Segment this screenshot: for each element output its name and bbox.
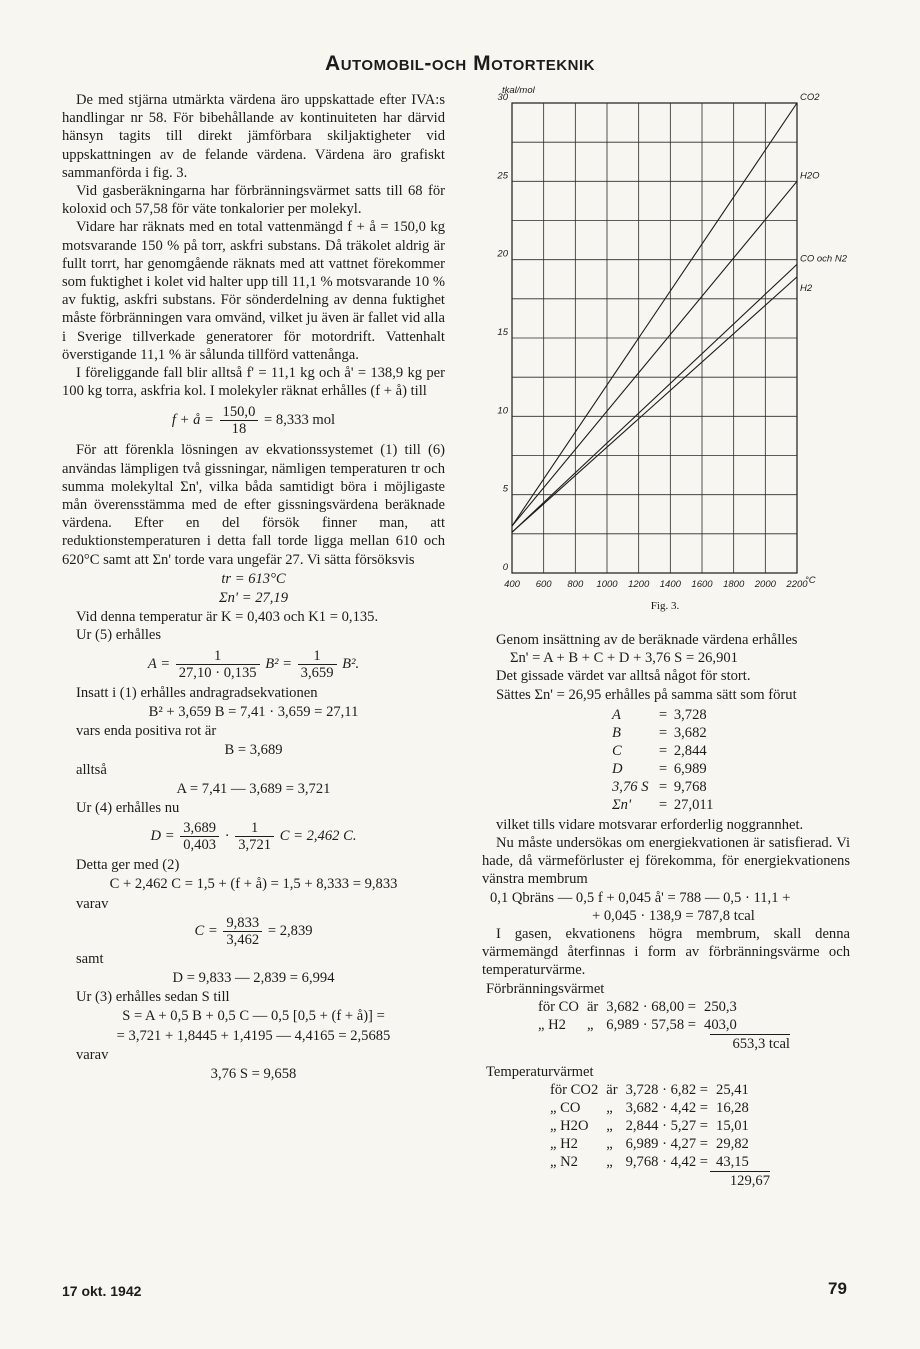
equation: B = 3,689	[224, 742, 283, 759]
x-tick-label: 2000	[754, 579, 776, 590]
y-tick-label: 5	[502, 483, 508, 495]
paragraph: De med stjärna utmärkta värdena äro uppskattade efter IVA:s handlingar nr 58. För bibehållande av kontinuiteten har därvid hänsyn tagits till direkt jämförbara skiljaktigheter vid uppskattningen av de felande värdena. Värdena äro grafiskt sammanförda i fig. 3.	[62, 92, 445, 181]
x-tick-label: 2200	[786, 579, 808, 590]
table-cell: 3,728 · 6,82 =	[625, 1082, 709, 1099]
table-row	[534, 998, 741, 1016]
table-cell: 43,15	[716, 1154, 749, 1171]
paragraph: Nu måste undersökas om energiekvationen är satisfierad. Vi hade, då värmeförluster ej förekomma, för energiekvationens vänstra membrum	[482, 835, 850, 888]
result-table	[612, 706, 719, 814]
right-column	[482, 631, 850, 1190]
table-cell: „	[606, 1154, 613, 1171]
equation: 3,76 S = 9,658	[210, 1065, 297, 1082]
table-cell: är	[606, 1082, 618, 1099]
fraction: $\frac{3,689}{0,403}$	[180, 820, 219, 853]
issue-date: 17 okt. 1942	[62, 1283, 142, 1299]
equation: C + 2,462 C = 1,5 + (f + å) = 1,5 + 8,333 = 9,833	[109, 876, 398, 893]
paragraph: Ur (4) erhålles nu	[76, 799, 180, 816]
table-cell: 403,0	[704, 1016, 737, 1033]
table-row	[546, 1081, 753, 1099]
table-cell: 250,3	[704, 998, 737, 1015]
table-cell: 2,844	[673, 742, 707, 759]
table-row	[546, 1153, 753, 1171]
paragraph: Vid denna temperatur är K = 0,403 och K1 = 0,135.	[76, 609, 379, 626]
table-cell: =	[658, 796, 668, 813]
table-cell: för CO2	[550, 1082, 599, 1099]
table-cell: 6,989 · 57,58 =	[606, 1016, 697, 1033]
paragraph: Det gissade värdet var alltså något för stort.	[496, 668, 751, 685]
equation: Σn' = 27,19	[218, 590, 289, 607]
table-cell: 29,82	[716, 1136, 749, 1153]
table-cell: =	[658, 778, 668, 795]
fraction: $\frac{9,833}{3,462}$	[223, 915, 262, 948]
x-tick-label: 800	[567, 579, 584, 590]
table-row	[534, 1016, 741, 1034]
equation: + 0,045 · 138,9 = 787,8 tcal	[592, 907, 755, 924]
equation: f + å = $\frac{150,0}{18}$ = 8,333 mol	[171, 404, 336, 438]
fraction: $\frac{150,0}{18}$	[220, 404, 259, 437]
x-tick-label: 1000	[596, 579, 618, 590]
table-cell: „ N2	[550, 1154, 578, 1171]
chart-svg	[475, 78, 855, 598]
paragraph: samt	[76, 950, 104, 967]
x-axis-unit: °C	[805, 575, 816, 586]
paragraph: alltså	[76, 761, 107, 778]
paragraph: Vid gasberäkningarna har förbränningsvärmet satts till 68 för koloxid och 57,58 för väte tonkalorier per molekyl.	[62, 183, 445, 218]
table-cell: är	[586, 998, 599, 1015]
table-cell: „ H2	[538, 1016, 566, 1033]
equation: = 3,721 + 1,8445 + 1,4195 — 4,4165 = 2,5685	[116, 1027, 391, 1044]
heat-title: Förbränningsvärmet	[486, 980, 605, 997]
equation: B² + 3,659 B = 7,41 · 3,659 = 27,11	[148, 703, 359, 720]
table-cell: „	[606, 1100, 613, 1117]
equation: S = A + 0,5 B + 0,5 C — 0,5 [0,5 + (f + å)] =	[122, 1008, 385, 1025]
table-cell: =	[658, 724, 668, 741]
table-row	[612, 760, 719, 778]
table-cell: „	[586, 1016, 594, 1033]
y-tick-label: 15	[497, 327, 508, 338]
table-cell: 27,011	[673, 796, 714, 813]
temp-total: 129,67	[710, 1171, 770, 1190]
table-cell: Σn'	[612, 796, 632, 813]
y-tick-label: 25	[497, 170, 508, 182]
x-tick-label: 1800	[723, 579, 745, 590]
equation: D = 9,833 — 2,839 = 6,994	[172, 969, 335, 986]
paragraph: varav	[76, 1046, 109, 1063]
figure-caption: Fig. 3.	[650, 600, 680, 612]
table-cell: 3,76 S	[612, 778, 649, 795]
table-row	[546, 1099, 753, 1117]
equation: A = $\frac{1}{27,10 \cdot 0,135}$ B² = $\frac{1}{3,659}$ B².	[147, 647, 360, 681]
paragraph: Vidare har räknats med en total vattenmängd f + å = 150,0 kg motsvarande 150 % på torr, askfri substans. Då träkolet aldrig är fullt torrt, har genomgående räknats med att vattnet förekommer som fuktighet i kolet vid halter upp till 11,1 % motsvarande 10 % av fuktig, askfri substans. För sönderdelning av denna fuktighet måste förbränningen vara omvänd, vilket ju även är fallet vid alla i Sverige tillverkade generatorer för motordrift. Vattenhalt överstigande 11,1 % är sålunda tillförd vattenånga.	[62, 219, 445, 363]
table-cell: „	[606, 1118, 613, 1135]
table-row	[612, 724, 719, 742]
table-cell: B	[612, 724, 621, 741]
table-row	[612, 778, 719, 796]
series-label: H2	[800, 282, 813, 294]
series-label: H2O	[800, 170, 820, 182]
equation: 0,1 Qbräns — 0,5 f + 0,045 å' = 788 — 0,5 · 11,1 +	[490, 889, 791, 906]
paragraph: I föreliggande fall blir alltså f' = 11,1 kg och å' = 138,9 kg per 100 kg torra, askfria kol. I molekyler räknat erhålles (f + å) till	[62, 365, 445, 400]
table-row	[546, 1117, 753, 1135]
x-tick-label: 1200	[628, 579, 650, 590]
series-label: CO2	[800, 92, 820, 103]
table-row	[612, 796, 719, 814]
paragraph: Ur (5) erhålles	[76, 627, 162, 644]
x-tick-label: 1400	[659, 579, 681, 590]
fraction: $\frac{1}{3,659}$	[298, 648, 337, 681]
paragraph: vars enda positiva rot är	[76, 723, 217, 740]
temp-title: Temperaturvärmet	[486, 1064, 594, 1081]
heat-table	[534, 998, 741, 1034]
table-cell: 3,728	[673, 706, 707, 723]
equation: A = 7,41 — 3,689 = 3,721	[176, 780, 331, 797]
table-cell: =	[658, 742, 668, 759]
paragraph: varav	[76, 895, 109, 912]
table-row	[546, 1135, 753, 1153]
table-cell: 9,768 · 4,42 =	[625, 1154, 709, 1171]
table-cell: „ H2O	[550, 1118, 589, 1135]
figure-3-chart	[475, 78, 855, 618]
fraction: $\frac{1}{3,721}$	[235, 820, 274, 853]
table-cell: för CO	[538, 998, 579, 1015]
table-cell: 15,01	[716, 1118, 749, 1135]
table-cell: „	[606, 1136, 613, 1153]
table-cell: 3,682 · 68,00 =	[606, 998, 697, 1015]
paragraph: Detta ger med (2)	[76, 857, 180, 874]
journal-header: Automobil-och Motorteknik	[325, 52, 595, 75]
table-cell: 16,28	[716, 1100, 749, 1117]
table-cell: 6,989	[673, 760, 707, 777]
paragraph: Genom insättning av de beräknade värdena erhålles	[496, 632, 798, 648]
table-cell: „ CO	[550, 1100, 581, 1117]
series-label: CO och N2	[800, 253, 847, 265]
y-tick-label: 0	[502, 562, 508, 573]
y-tick-label: 10	[497, 405, 508, 417]
table-cell: D	[612, 760, 623, 777]
x-tick-label: 600	[535, 579, 552, 590]
x-tick-label: 400	[504, 579, 520, 590]
paragraph: I gasen, ekvationens högra membrum, skall denna värmemängd återfinnas i form av förbränningsvärme och temperaturvärme.	[482, 926, 850, 979]
table-cell: 2,844 · 5,27 =	[625, 1118, 709, 1135]
equation: D = $\frac{3,689}{0,403}$ · $\frac{1}{3,721}$ C = 2,462 C.	[150, 820, 357, 854]
equation: Σn' = A + B + C + D + 3,76 S = 26,901	[510, 650, 738, 667]
table-cell: 9,768	[673, 778, 707, 795]
equation: C = $\frac{9,833}{3,462}$ = 2,839	[194, 914, 313, 948]
equation: tr = 613°C	[221, 570, 286, 587]
heat-total: 653,3 tcal	[710, 1034, 790, 1053]
paragraph: Sättes Σn' = 26,95 erhålles på samma sätt som förut	[496, 686, 797, 703]
table-cell: =	[658, 706, 668, 723]
table-cell: C	[612, 742, 622, 759]
table-cell: „ H2	[550, 1136, 578, 1153]
left-column	[62, 91, 445, 1084]
table-cell: 25,41	[716, 1082, 749, 1099]
paragraph: vilket tills vidare motsvarar erforderlig noggrannhet.	[496, 816, 804, 833]
y-axis-unit: tkal/mol	[502, 85, 535, 96]
temp-table	[546, 1081, 753, 1171]
paragraph: Ur (3) erhålles sedan S till	[76, 989, 230, 1006]
table-cell: =	[658, 760, 668, 777]
series-line-h2o	[512, 181, 797, 526]
table-row	[612, 742, 719, 760]
y-tick-label: 30	[497, 92, 508, 103]
table-cell: 6,989 · 4,27 =	[625, 1136, 709, 1153]
x-tick-label: 1600	[691, 579, 713, 590]
table-cell: A	[612, 706, 621, 723]
table-cell: 3,682 · 4,42 =	[625, 1100, 709, 1117]
paragraph: För att förenkla lösningen av ekvationssystemet (1) till (6) användas lämpligen två gissningar, nämligen temperaturen tr och summa molekyltal Σn', vilka båda samtidigt böra i möjligaste mån överensstämma med de efter gissningsvärdena beräknade värdena. Efter en del försök finner man, att reduktionstemperaturen i detta fall torde ligga mellan 610 och 620°C samt att Σn' torde vara ungefär 27. Vi sätta försöksvis	[62, 442, 445, 568]
page-number: 79	[828, 1279, 847, 1298]
table-cell: 3,682	[673, 724, 707, 741]
series-line-co-och-n2	[512, 264, 797, 532]
y-tick-label: 20	[497, 248, 508, 260]
paragraph: Insatt i (1) erhålles andragradsekvationen	[76, 684, 318, 701]
table-row	[612, 706, 719, 724]
fraction: $\frac{1}{27,10 \cdot 0,135}$	[176, 648, 260, 681]
